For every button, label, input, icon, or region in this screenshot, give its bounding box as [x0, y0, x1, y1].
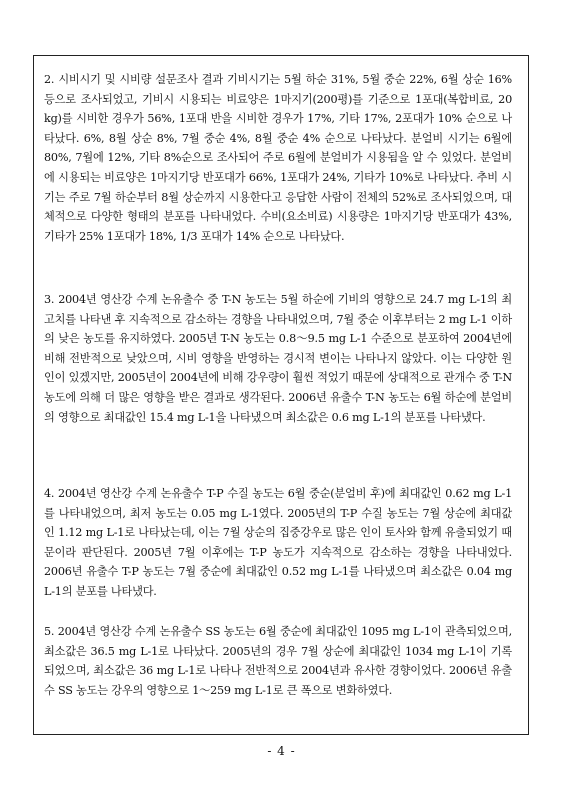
- paragraph-number: 4.: [44, 487, 55, 500]
- paragraph-text: 시비시기 및 시비량 설문조사 결과 기비시기는 5월 하순 31%, 5월 중순 22%, 6월 상순 16% 등으로 조사되었고, 기비시 시용되는 비료양은 1마지기(200평)를 기준으로 1포대(복합비료, 20 kg)를 시비한 경우가 56%, 1포대 반을 시비한 경우가 17%, 기타 17%, 2포대가 10% 순으로 나타났다. 6%, 8월 상순 8%, 7월 중순 4%, 8월 중순 4% 순으로 나타났다. 분얼비 시기는 6월에 80%, 7월에 12%, 기타 8%순으로 조사되어 주로 6월에 분얼비가 시용됨을 알 수 있었다. 분얼비에 시용되는 비료양은 1마지기당 반포대가 66%, 1포대가 24%, 기타가 10%로 나타났다. 추비 시기는 주로 7월 하순부터 8월 상순까지 시용한다고 응답한 사람이 전체의 52%로 조사되었으며, 대체적으로 다양한 형태의 분포를 나타내었다. 수비(요소비료) 시용량은 1마지기당 반포대가 43%, 기타가 25% 1포대가 18%, 1/3 포대가 14% 순으로 나타났다.: [44, 73, 512, 243]
- paragraph-text: 2004년 영산강 수계 논유출수 중 T-N 농도는 5월 하순에 기비의 영향으로 24.7 mg L-1의 최고치를 나타낸 후 지속적으로 감소하는 경향을 나타내었으며, 7월 중순 이후부터는 2 mg L-1 이하의 낮은 농도를 유지하였다. 2005년 T-N 농도는 0.8～9.5 mg L-1 수준으로 분포하여 2004년에 비해 전반적으로 낮았으며, 시비 영향을 반영하는 경시적 변이는 나타나지 않았다. 이는 다양한 원인이 있겠지만, 2005년이 2004년에 비해 강우량이 훨씬 적었기 때문에 상대적으로 관개수 중 T-N 농도에 의해 더 많은 영향을 받은 결과로 생각된다. 2006년 유출수 T-N 농도는 6월 하순에 분얼비의 영향으로 최대값인 15.4 mg L-1을 나타냈으며 최소값은 0.6 mg L-1의 분포를 나타냈다.: [44, 293, 512, 424]
- page-number: - 4 -: [267, 744, 296, 758]
- paragraph-5: [44, 622, 512, 700]
- paragraph-text: 2004년 영산강 수계 논유출수 SS 농도는 6월 중순에 최대값인 1095 mg L-1이 관측되었으며, 최소값은 36.5 mg L-1로 나타났다. 2005년의 경우 7월 상순에 최대값인 1034 mg L-1이 기록되었으며, 최소값은 36 mg L-1로 나타나 전반적으로 2004년과 유사한 경향이었다. 2006년 유출수 SS 농도는 강우의 영향으로 1～259 mg L-1로 큰 폭으로 변화하였다.: [44, 625, 512, 697]
- paragraph-number: 5.: [44, 625, 55, 638]
- paragraph-4: [44, 484, 512, 602]
- paragraph-number: 2.: [44, 73, 55, 86]
- paragraph-number: 3.: [44, 293, 55, 306]
- paragraph-3: [44, 290, 512, 427]
- paragraph-text: 2004년 영산강 수계 논유출수 T-P 수질 농도는 6월 중순(분얼비 후)에 최대값인 0.62 mg L-1 를 나타내었으며, 최저 농도는 0.05 mg L-1였다. 2005년의 T-P 수질 농도는 7월 상순에 최대값인 1.12 mg L-1로 나타났는데, 이는 7월 상순의 집중강우로 많은 인이 토사와 함께 유출되었기 때문이라 판단된다. 2005년 7월 이후에는 T-P 농도가 지속적으로 감소하는 경향을 나타내었다. 2006년 유출수 T-P 농도는 7월 중순에 최대값인 0.52 mg L-1를 나타냈으며 최소값은 0.04 mg L-1의 분포를 나타냈다.: [44, 487, 512, 598]
- paragraph-2: [44, 70, 512, 246]
